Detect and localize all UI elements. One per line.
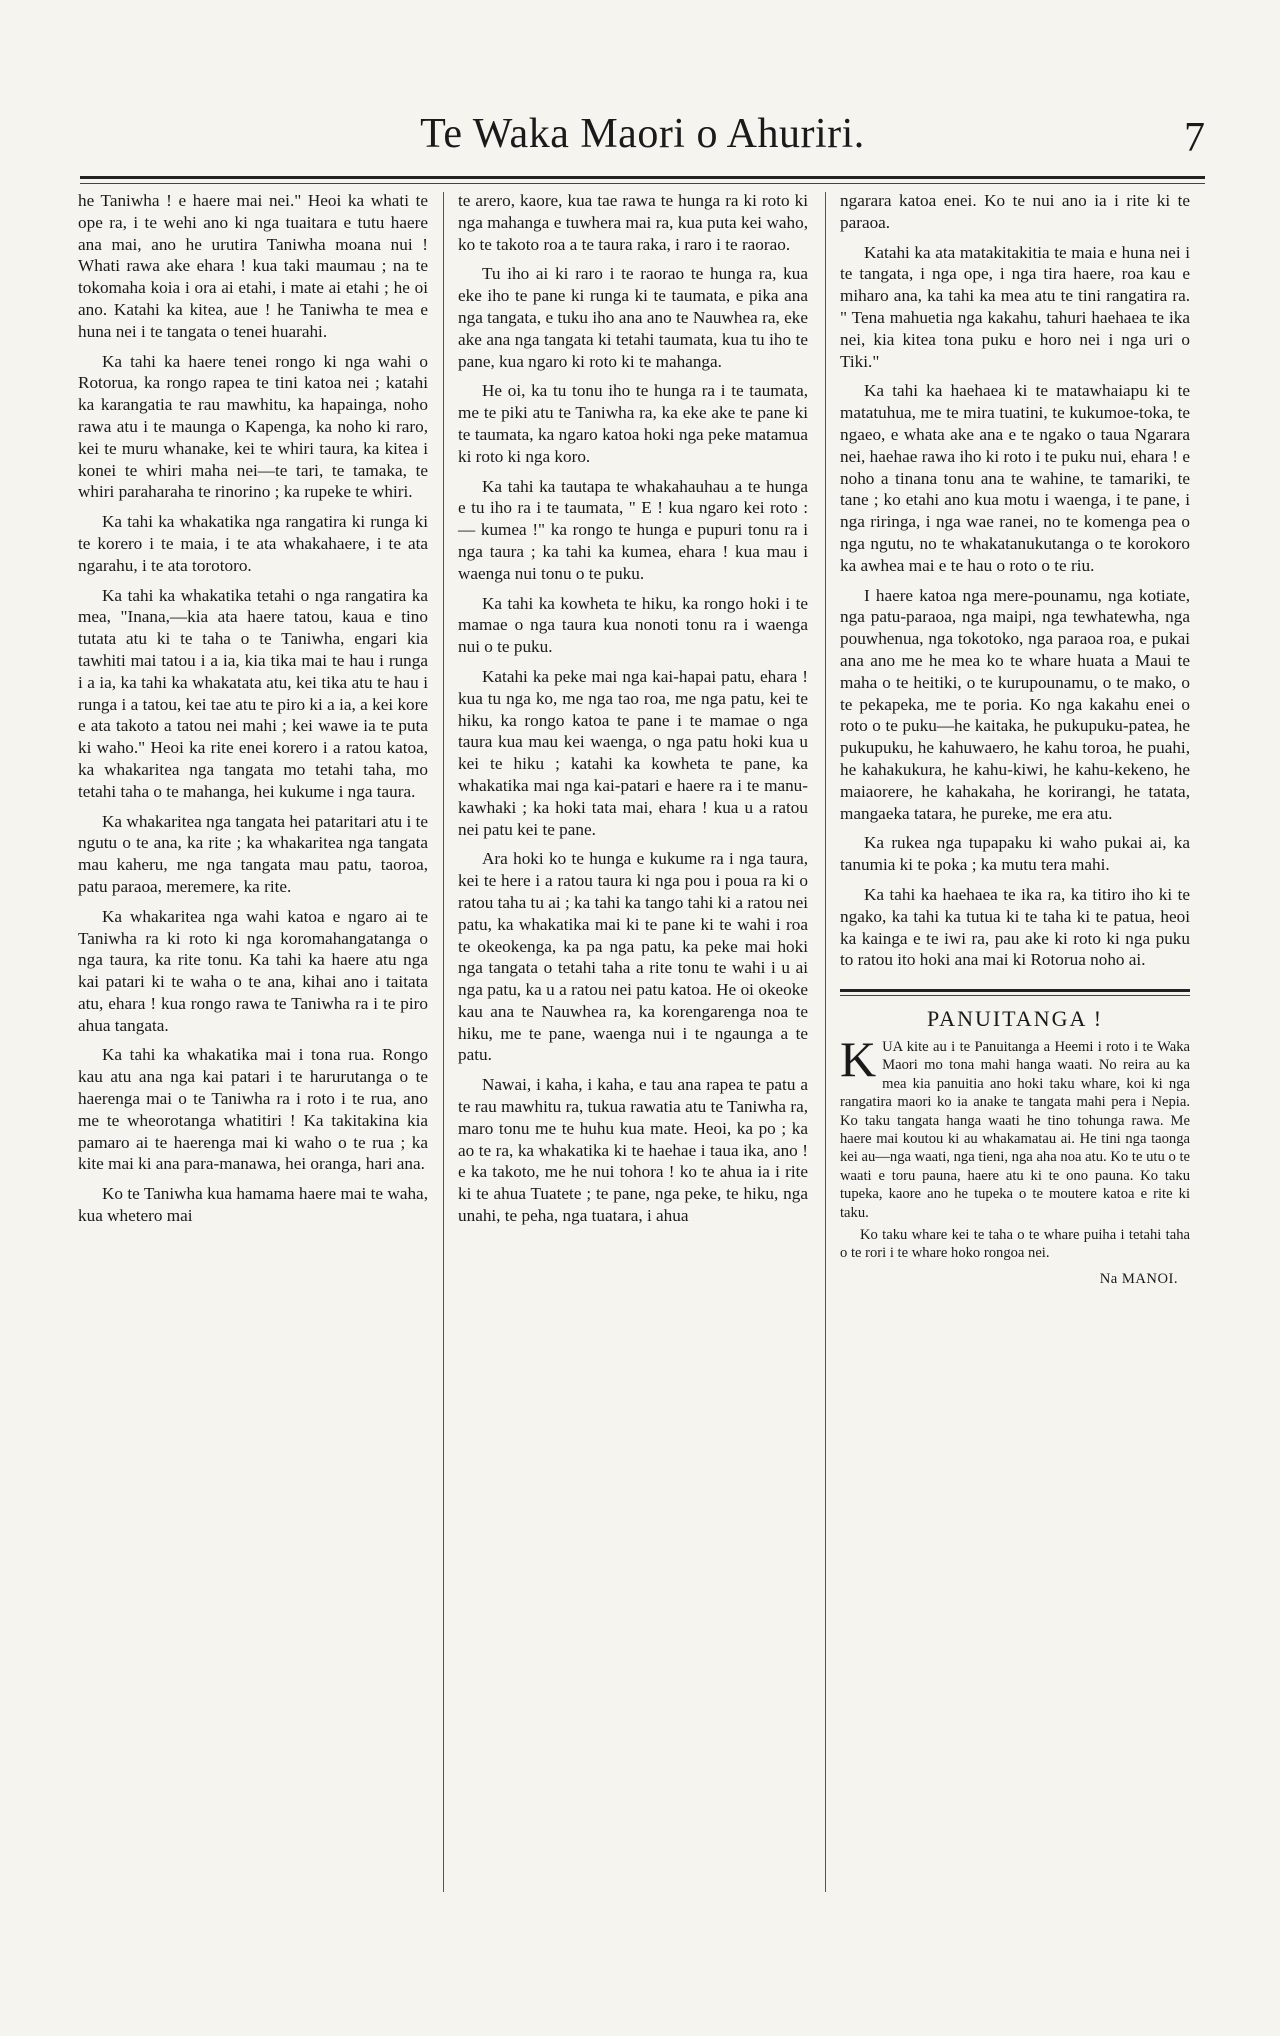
paragraph: Ka tahi ka haehaea ki te matawhaiapu ki te matatuhua, me te mira tuatini, te kukumoe-toka, te ngaeo, e whata ake ana e te ngako o taua Ngarara nei, haehae rawa iho ki roto i te puku nui, ehara ! e noho a tinana tonu ana te wahine, te tamariki, te tane ; ko etahi ano kua motu i waenga, i te pane, i nga riringa, i nga wae ranei, no te komenga pea o nga ngutu, no te whakatanukutanga o te korokoro ka awhea mai e te hau o roto o te riu. <box>840 381 1190 575</box>
paragraph: Katahi ka peke mai nga kai-hapai patu, ehara ! kua tu nga ko, me nga tao roa, me nga patu, kei te hiku, ka rongo katoa te pane i te mamae o nga taura kua mau kei waenga, o nga patu hoki kua u kei te hiku ; katahi ka kowheta te pane, ka whakatika mai nga kai-patari e haere ra i te manu-kawhaki ; ka hoki tata mai, ehara ! kua u a ratou nei patu kei te pane. <box>458 666 808 839</box>
paragraph: I haere katoa nga mere-pounamu, nga kotiate, nga patu-paraoa, nga maipi, nga tewhatewha, nga pouwhenua, nga tokotoko, nga paraoa roa, e pukai ana ano me he mea ko te whare huata a Maui te maha o te heitiki, o te kurupounamu, o te mako, o te pekapeka, me te poria. Ko nga kakahu enei o roto o te puku—he kaitaka, he pukupuku-patea, he pukupuku, he kahuwaero, he kahu toroa, he puahi, he kahakukura, he kahu-kiwi, he kahu-kekeno, he maiaorere, he kahakaha, he korirangi, he tatata, mangaeka tatara, he pureke, me era atu. <box>840 585 1190 823</box>
notice-text: UA kite au i te Panuitanga a Heemi i roto i te Waka Maori mo tona mahi hanga waati. No reira au ka mea kia panuitia ano hoki taku whare, koi ki nga rangatira maori ko ia anake te tangata mahi pera i Nepia. Ko taku tangata hanga waati he tino tohunga rawa. Me haere mai koutou ki au whakamatau ai. He tini nga taonga kei au—nga waati, nga tieni, nga aha noa atu. Ko te utu o te waati e toru pauna, haere atu ki te ono pauna. Ko taku tupeka, kaore ano he tupeka o te moutere katoa e rite ki taku. <box>840 1038 1190 1221</box>
paragraph: Ka tahi ka haehaea te ika ra, ka titiro iho ki te ngako, ka tahi ka tutua ki te taha ki te patua, heoi ka kainga e te iwi ra, pau ake ki roto ki nga puku to ratou ito hoki ana mai ki Rotorua noho ai. <box>840 884 1190 970</box>
paragraph: Katahi ka ata matakitakitia te maia e huna nei i te tangata, i nga ope, i nga tira haere, roa kau e miharo ana, ka tahi ka mea atu te tini rangatira ra. " Tena mahuetia nga kakahu, tahuri haehaea te ika nei, kia kitea tona puku e horo nei i nga uri o Tiki." <box>840 242 1190 371</box>
paragraph: Ka whakaritea nga tangata hei pataritari atu i te ngutu o te ana, ka rite ; ka whakaritea nga tangata mau kaheru, me nga tangata mau patu, taoroa, patu paraoa, meremere, ka rite. <box>78 811 428 896</box>
paragraph: he Taniwha ! e haere mai nei." Heoi ka whati te ope ra, i te wehi ano ki nga tuaitara e tutu haere ana mai, ano he urutira Taniwha moana nui ! Whati rawa ake ehara ! kua taki maumau ; na te tokomaha koia i ora ai etahi, i mate ai etahi ; he oi ano. Katahi ka kitea, aue ! he Taniwha te mea e huna nei i te tangata o tenei huarahi. <box>78 191 428 341</box>
paragraph: Ara hoki ko te hunga e kukume ra i nga taura, kei te here i a ratou taura ki nga pou i poua ra ki o ratou taha tu ai ; ka tahi ka tango tahi ki a ratou nei patu, ka whakatika mai ki te pane ki te wahi i roa te okeokenga, ka pa nga patu, ka peke mai hoki nga tangata o tetahi taha a rite tonu te wahi i u ai nga patu, ka u a ratou nei patu katoa. He oi okeoke kau ana te Nauwhea ra, ka korengarenga noa te hiku, me te pane, waenga nui i te ngaunga a te patu. <box>458 849 808 1065</box>
paragraph: te arero, kaore, kua tae rawa te hunga ra ki roto ki nga mahanga e tuwhera mai ra, kua puta kei waho, ko te takoto roa a te taura raka, i raro i te raorao. <box>458 191 808 254</box>
paragraph: Ka tahi ka whakatika nga rangatira ki runga ki te korero i te maia, i te ata whakahaere, i te ata ngarahu, i te ata torotoro. <box>78 512 428 575</box>
drop-cap: K <box>840 1030 877 1087</box>
paragraph: Ka rukea nga tupapaku ki waho pukai ai, ka tanumia ki te poka ; ka mutu tera mahi. <box>840 833 1190 875</box>
notice-rule <box>840 989 1190 992</box>
notice-body <box>840 1030 1190 1263</box>
column-divider <box>825 192 826 1892</box>
paragraph: ngarara katoa enei. Ko te nui ano ia i rite ki te paraoa. <box>840 191 1190 232</box>
paragraph: Ka tahi ka whakatika mai i tona rua. Rongo kau atu ana nga kai patari i te harurutanga o te haerenga mai o te Taniwha ra i roto i te rua, ano me te wheorotanga whatitiri ! Ka takitakina kia pamaro ai te haerenga mai ki waho o te rua ; ka kite mai ki ana para-manawa, hei oranga, hari ana. <box>78 1045 428 1174</box>
page-header <box>80 110 1205 170</box>
paragraph: Ka tahi ka tautapa te whakahauhau a te hunga e tu iho ra i te taumata, " E ! kua ngaro kei roto :— kumea !" ka rongo te hunga e pupuri tonu ra i nga taura ; ka tahi ka kumea, ehara ! kua mau i waenga nui tonu o te puku. <box>458 476 808 583</box>
notice-rule-thin <box>840 995 1190 996</box>
column-3 <box>840 190 1190 1291</box>
header-rule <box>80 176 1205 179</box>
paragraph: Tu iho ai ki raro i te raorao te hunga ra, kua eke iho te pane ki runga ki te taumata, e pika ana nga tangata, e tuku iho ana ano te Nauwhea ra, eke ake ana nga tangata ki tetahi taumata, kua tu iho te pane, kua ngaro ki roto ki te mahanga. <box>458 264 808 371</box>
paragraph: Ka tahi ka whakatika tetahi o nga rangatira ka mea, "Inana,—kia ata haere tatou, kaua e tino tutata atu ki te taha o te Taniwha, engari kia tawhiti mai tatou i a ia, kia tika mai te hau i runga i a ia, ka tahi ka whakatata atu, kei tika atu te hau i runga i a tatou, kei tae atu te piro ki a ia, a kei kore e ata takoto a tatou nei mahi ; kei wawe ia te puta ki waho." Heoi ka rite enei korero i a ratou katoa, ka whakaritea nga tangata mo tetahi taha, mo tetahi taha o te mahanga, hei kukume i nga taura. <box>78 585 428 801</box>
page-number: 7 <box>1184 115 1205 161</box>
notice-heading: PANUITANGA ! <box>926 1006 1104 1032</box>
paragraph: Ka whakaritea nga wahi katoa e ngaro ai te Taniwha ra ki roto ki nga koromahangatanga o nga taura, ka rite tonu. Ka tahi ka haere atu nga kai patari ki te waha o te ana, kihai ano i taitata atu, ehara ! kua rongo rawa te Taniwha ra i te piro ahua tangata. <box>78 906 428 1035</box>
paragraph: Nawai, i kaha, i kaha, e tau ana rapea te patu a te rau mawhitu ra, tukua rawatia atu te Taniwha ra, maro tonu me te huhu kua mate. Heoi, ka po ; ka ao te ra, ka whakatika ki te haehae i taua ika, ano ! e ka takoto, me he nui tohora ! ko te ahua ia i rite ki te ahua Tuatete ; te pane, nga peke, te hiku, nga unahi, te peha, nga tuatara, i ahua <box>458 1075 808 1226</box>
notice-paragraph <box>840 1030 1190 1222</box>
column-divider <box>443 192 444 1892</box>
paragraph: Ka tahi ka kowheta te hiku, ka rongo hoki i te mamae o nga taura kua nonoti tonu ra i waenga nui o te puku. <box>458 593 808 657</box>
notice-paragraph: Ko taku whare kei te taha o te whare puiha i tetahi taha o te rori i te whare hoko rongoa nei. <box>840 1226 1190 1262</box>
paragraph: Ka tahi ka haere tenei rongo ki nga wahi o Rotorua, ka rongo rapea te tini katoa nei ; katahi ka karangatia te rau mawhitu, ka hapainga, noho rawa atu i te maunga o Kapenga, ka noho ki raro, kei te muru whanake, kei te whiri taura, ka kitea i konei te whiri maha nei—te tari, te tamaka, te whiri paraharaha te rinorino ; ka rupeke te whiri. <box>78 351 428 502</box>
paragraph: Ko te Taniwha kua hamama haere mai te waha, kua whetero mai <box>78 1184 428 1226</box>
header-rule-thin <box>80 183 1205 184</box>
column-2 <box>458 190 808 1235</box>
signature: Na MANOI. <box>1099 1270 1178 1287</box>
column-1 <box>78 190 428 1235</box>
page-title: Te Waka Maori o Ahuriri. <box>420 111 865 157</box>
paragraph: He oi, ka tu tonu iho te hunga ra i te taumata, me te piki atu te Taniwha ra, ka eke ake te pane ki te taumata, ka ngaro katoa hoki nga peke matamua ki roto ki nga koro. <box>458 381 808 466</box>
